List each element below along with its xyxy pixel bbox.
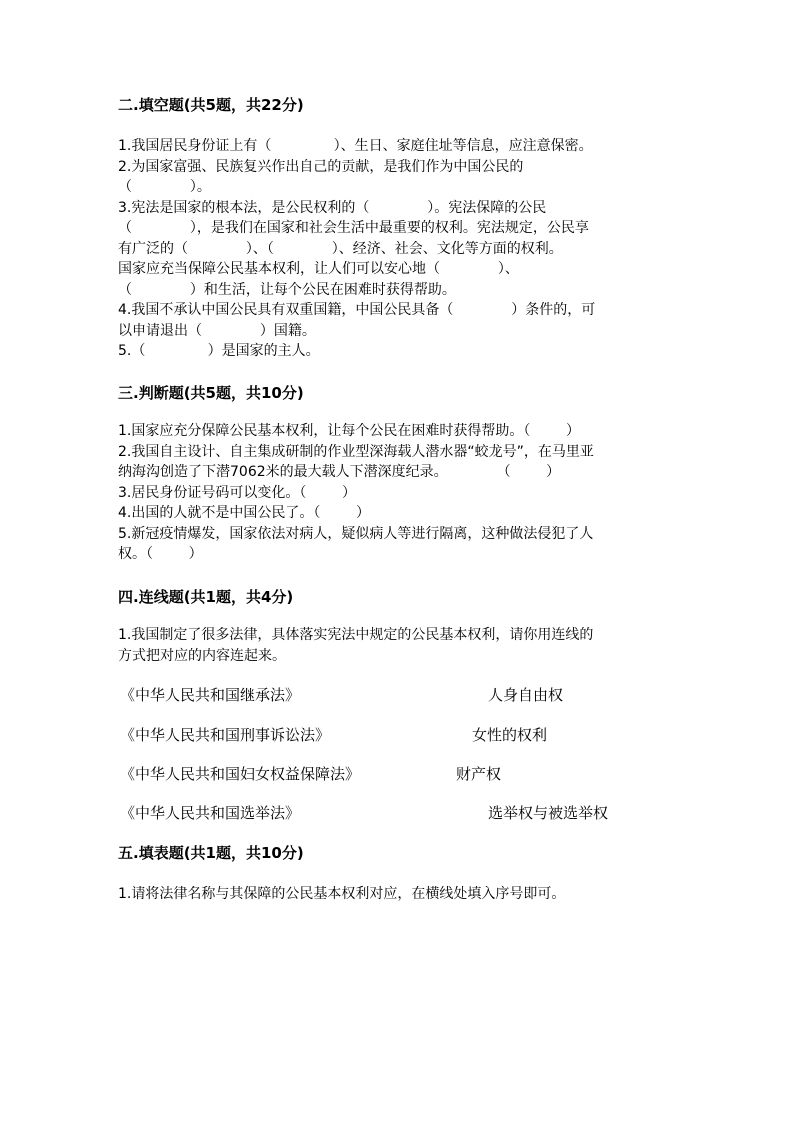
fill-table-question (118, 884, 678, 905)
question-line: 权。（ ） (118, 546, 203, 562)
law-name: 《中华人民共和国选举法》 (120, 804, 301, 822)
law-name: 《中华人民共和国刑事诉讼法》 (120, 726, 331, 744)
question-line: 1.国家应充分保障公民基本权利，让每个公民在困难时获得帮助。（ ） (118, 423, 580, 439)
matching-question (118, 625, 678, 666)
question-line: 2.为国家富强、民族复兴作出自己的贡献，是我们作为中国公民的 (118, 158, 524, 175)
question-line: 5.新冠疫情爆发，国家依法对病人，疑似病人等进行隔离，这种做法侵犯了人 (118, 525, 594, 542)
question-line: 4.出国的人就不是中国公民了。（ ） (118, 505, 370, 521)
fill-blank-questions (118, 136, 678, 362)
true-false-questions (118, 421, 678, 565)
right-name: 女性的权利 (472, 726, 548, 744)
matching-row (118, 763, 678, 785)
section-title-true-false: 三.判断题(共5题，共10分) (118, 384, 304, 402)
question-line: 有广泛的（ ）、（ ）、经济、社会、文化等方面的权利。 (118, 240, 563, 257)
question-line: 国家应充当保障公民基本权利，让人们可以安心地（ ）、 (118, 261, 519, 277)
section-title-fill-table: 五.填表题(共1题，共10分) (118, 844, 304, 862)
right-name: 人身自由权 (488, 686, 564, 704)
question-line: 3.居民身份证号码可以变化。（ ） (118, 484, 356, 501)
section-title-fill-blank: 二.填空题(共5题，共22分) (118, 96, 304, 114)
right-name: 选举权与被选举权 (488, 804, 609, 822)
question-line: 以申请退出（ ）国籍。 (118, 322, 316, 339)
question-line: （ ）和生活，让每个公民在困难时获得帮助。 (118, 281, 456, 298)
question-line: 2.我国自主设计、自主集成研制的作业型深海载人潜水器“蛟龙号”，在马里亚 (118, 443, 594, 460)
question-line: 1.我国制定了很多法律，具体落实宪法中规定的公民基本权利，请你用连线的 (118, 627, 594, 643)
law-name: 《中华人民共和国继承法》 (120, 686, 301, 704)
matching-row (118, 684, 678, 706)
question-line: 方式把对应的内容连起来。 (118, 647, 286, 664)
question-line: 1.请将法律名称与其保障的公民基本权利对应，在横线处填入序号即可。 (118, 886, 566, 902)
question-line: 1.我国居民身份证上有（ ）、生日、家庭住址等信息，应注意保密。 (118, 138, 593, 154)
section-title-matching: 四.连线题(共1题，共4分) (118, 588, 294, 606)
matching-row (118, 724, 678, 746)
right-name: 财产权 (456, 765, 502, 783)
question-line: 3.宪法是国家的根本法，是公民权利的（ ）。宪法保障的公民 (118, 199, 547, 216)
question-line: （ ），是我们在国家和社会生活中最重要的权利。宪法规定，公民享 (118, 220, 589, 236)
question-line: （ ）。 (118, 179, 211, 195)
question-line: 4.我国不承认中国公民具有双重国籍，中国公民具备（ ）条件的，可 (118, 302, 596, 318)
question-line: 5.（ ）是国家的主人。 (118, 343, 320, 359)
law-name: 《中华人民共和国妇女权益保障法》 (120, 765, 361, 783)
matching-row (118, 802, 678, 824)
question-line: 纳海沟创造了下潜7062米的最大载人下潜深度纪录。 （ ） (118, 464, 561, 480)
